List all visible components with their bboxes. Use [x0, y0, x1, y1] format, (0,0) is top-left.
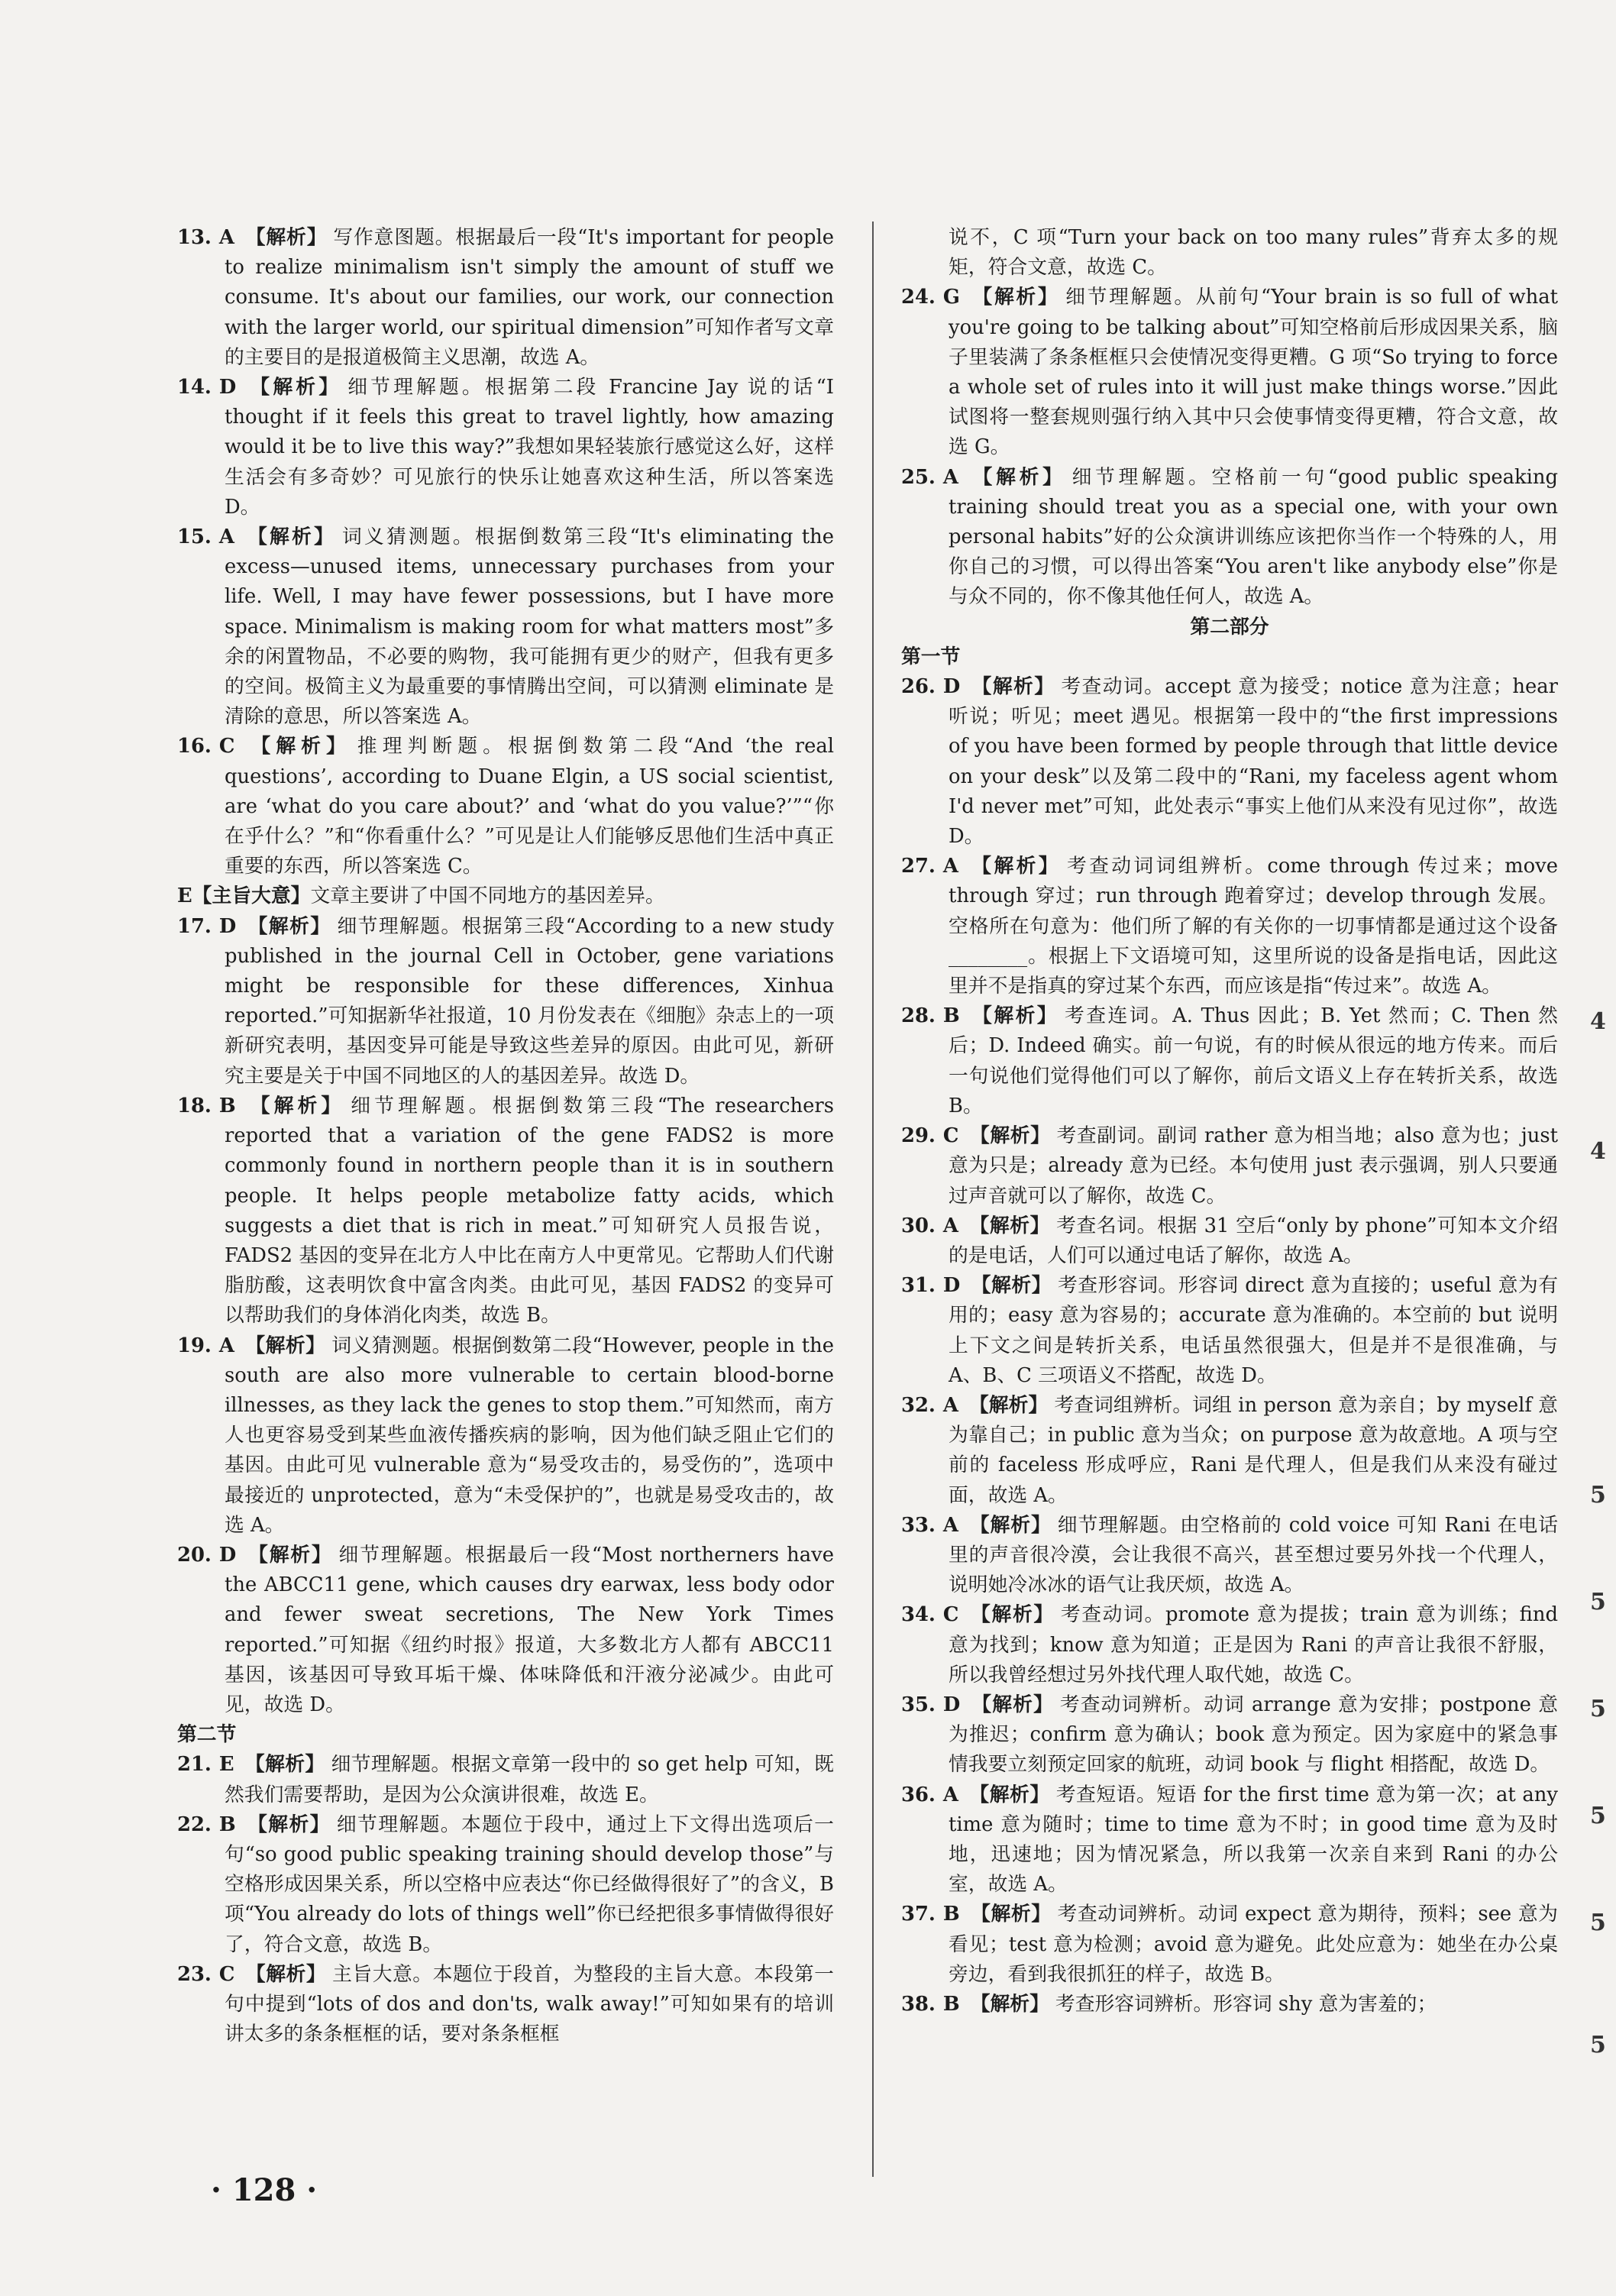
- question-number: 24.: [901, 286, 936, 309]
- question-number: 15.: [177, 525, 212, 549]
- analysis-text: 考查名词。根据 31 空后“only by phone”可知本文介绍的是电话，人们可以通过电话了解你，故选 A。: [949, 1214, 1558, 1267]
- analysis-text: 考查动词。accept 意为接受；notice 意为注意；hear 听说；听见；meet 遇见。根据第一段中的“the first impressions of you have been formed by people through that little device on your desk”以及第二段中的“Rani, my faceless agent whom I'd never met”可知，此处表示“事实上他们从来没有见过你”，故选 D。: [949, 675, 1558, 849]
- answer-letter: B: [942, 1992, 960, 2016]
- right-column: [901, 223, 1558, 2020]
- analysis-tag: 【解析】: [971, 1693, 1054, 1716]
- analysis-tag: 【解析】: [244, 525, 336, 549]
- question-number: 14.: [177, 376, 212, 399]
- analysis-text: 考查动词词组辨析。come through 传过来；move through 穿过；run through 跑着穿过；develop through 发展。空格所在句意为：他们所了解的有关你的一切事情都是通过这个设备________。根据上下文语境可知，这里所说的设备是指电话，因此这里并不是指真的穿过某个东西，而应该是指“传过来”。故选 A。: [949, 855, 1558, 998]
- answer-item: [901, 1001, 1558, 1121]
- answer-letter: C: [942, 1124, 959, 1148]
- edge-mark: 5: [1590, 1482, 1606, 1509]
- analysis-tag: 【解析】: [969, 1124, 1051, 1148]
- analysis-tag: 【解析】: [968, 855, 1061, 878]
- analysis-tag: 【解析】: [244, 1753, 325, 1777]
- analysis-tag: 【解析】: [247, 376, 342, 399]
- answer-item: [177, 1091, 834, 1331]
- answer-letter: A: [218, 1334, 234, 1357]
- answer-item: [177, 732, 834, 881]
- answer-letter: A: [942, 855, 958, 878]
- analysis-tag: 【解析】: [244, 1334, 326, 1357]
- analysis-tag: 【解析】: [244, 226, 328, 249]
- question-number: 32.: [901, 1393, 936, 1417]
- analysis-text: 细节理解题。根据倒数第三段“The researchers reported that a variation of the gene FADS2 is more commonly found in northern people than it is in southern people. It helps people metabolize fatty acids, which suggests a diet that is rich in meat.”可知研究人员报告说，FADS2 基因的变异在北方人中比在南方人中更常见。它帮助人们代谢脂肪酸，这表明饮食中富含肉类。由此可见，基因 FADS2 的变异可以帮助我们的身体消化肉类，故选 B。: [225, 1094, 834, 1327]
- edge-mark: 4: [1590, 1008, 1606, 1035]
- answer-item: [901, 1211, 1558, 1271]
- answer-letter: D: [942, 675, 961, 699]
- section-heading: 第二节: [177, 1723, 237, 1747]
- question-number: 38.: [901, 1992, 936, 2016]
- answer-item: [901, 852, 1558, 1001]
- question-number: 22.: [177, 1813, 212, 1836]
- analysis-tag: 【解析】: [968, 1214, 1051, 1237]
- answer-item: [901, 463, 1558, 613]
- analysis-tag: 【解析】: [968, 1393, 1049, 1417]
- question-number: 13.: [177, 226, 212, 249]
- analysis-text: 考查词组辨析。词组 in person 意为亲自；by myself 意为靠自己；in public 意为当众；on purpose 意为故意地。A 项与空前的 faceless 形成呼应，Rani 是代理人，但是我们从来没有碰过面，故选 A。: [949, 1393, 1558, 1507]
- answer-item: [901, 1511, 1558, 1601]
- analysis-text: 考查副词。副词 rather 意为相当地；also 意为也；just 意为只是；already 意为已经。本句使用 just 表示强调，别人只要通过声音就可以了解你，故选 C。: [949, 1124, 1558, 1208]
- answer-item: [177, 1750, 834, 1809]
- answer-item: [901, 1900, 1558, 1990]
- question-number: 29.: [901, 1124, 936, 1148]
- answer-item: [177, 522, 834, 732]
- analysis-text: 考查动词辨析。动词 expect 意为期待，预料；see 意为看见；test 意为检测；avoid 意为避免。此处应意为：她坐在办公桌旁边，看到我很抓狂的样子，故选 B。: [949, 1903, 1558, 1986]
- answer-letter: A: [218, 226, 234, 249]
- question-number: 17.: [177, 914, 212, 938]
- answer-letter: B: [942, 1903, 960, 1926]
- analysis-tag: 【解析】: [971, 1274, 1052, 1298]
- main-idea: [177, 881, 834, 911]
- answer-letter: A: [942, 1214, 958, 1237]
- answer-letter: A: [942, 1513, 958, 1537]
- edge-mark: 4: [1590, 1138, 1606, 1165]
- answer-letter: D: [218, 376, 237, 399]
- answer-letter: D: [942, 1274, 961, 1298]
- question-number: 27.: [901, 855, 936, 878]
- answer-letter: D: [218, 1543, 237, 1567]
- analysis-text: 细节理解题。根据最后一段“Most northerners have the ABCC11 gene, which causes dry earwax, less body odor and fewer sweat secretions, The New York Times reported.”可知据《纽约时报》报道，大多数北方人都有 ABCC11 基因，该基因可导致耳垢干燥、体味降低和汗液分泌减少。由此可见，故选 D。: [225, 1543, 834, 1716]
- answer-letter: C: [942, 1603, 959, 1627]
- analysis-tag: 【解析】: [970, 286, 1060, 309]
- answer-letter: A: [218, 525, 234, 549]
- analysis-text: 主旨大意。本题位于段首，为整段的主旨大意。本段第一句中提到“lots of dos and don'ts, walk away!”可知如果有的培训讲太多的条条框框的话，要对条条框框: [225, 1962, 834, 2046]
- main-idea-label: E【主旨大意】: [177, 884, 311, 908]
- analysis-tag: 【解析】: [246, 1094, 345, 1117]
- analysis-tag: 【解析】: [968, 1513, 1052, 1537]
- page-number: · 128 ·: [211, 2172, 318, 2208]
- analysis-tag: 【解析】: [245, 1962, 327, 1986]
- analysis-text: 词义猜测题。根据倒数第二段“However, people in the south are also more vulnerable to certain blood-borne illnesses, as they lack the genes to stop them.”可知然而，南方人也更容易受到某些血液传播疾病的影响，因为他们缺乏阻止它们的基因。由此可见 vulnerable 意为“易受攻击的，易受伤的”，选项中最接近的 unprotected，意为“未受保护的”，也就是易受攻击的，故选 A。: [225, 1334, 834, 1537]
- analysis-text: 细节理解题。根据第三段“According to a new study published in the journal Cell in October, gene variations might be responsible for these differences, Xinhua reported.”可知据新华社报道，10 月份发表在《细胞》杂志上的一项新研究表明，基因变异可能是导致这些差异的原因。由此可见，新研究主要是关于中国不同地区的人的基因差异。故选 D。: [225, 914, 834, 1088]
- answer-item: [901, 283, 1558, 462]
- answer-letter: C: [218, 1962, 235, 1986]
- question-number: 34.: [901, 1603, 936, 1627]
- analysis-tag: 【解析】: [968, 465, 1066, 489]
- answer-letter: D: [942, 1693, 961, 1716]
- analysis-text: 细节理解题。由空格前的 cold voice 可知 Rani 在电话里的声音很冷漠，会让我很不高兴，甚至想过要另外找一个代理人，说明她冷冰冰的语气让我厌烦，故选 A。: [949, 1513, 1558, 1597]
- question-number: 33.: [901, 1513, 936, 1537]
- analysis-tag: 【解析】: [970, 1903, 1052, 1926]
- analysis-text: 细节理解题。从前句“Your brain is so full of what you're going to be talking about”可知空格前后形成因果关系，脑子里装满了条条框框只会使情况变得更糟。G 项“So trying to force a whole set of rules into it will just make things worse.”因此试图将一整套规则强行纳入其中只会使事情变得更糟，符合文意，故选 G。: [949, 286, 1558, 459]
- analysis-text: 考查连词。A. Thus 因此；B. Yet 然而；C. Then 然后；D. Indeed 确实。前一句说，有的时候从很远的地方传来。而后一句说他们觉得他们可以了解你，前后文语义上存在转折关系，故选 B。: [949, 1004, 1558, 1117]
- answer-letter: B: [218, 1094, 236, 1117]
- question-number: 26.: [901, 675, 936, 699]
- question-number: 37.: [901, 1903, 936, 1926]
- edge-mark: 5: [1590, 1803, 1606, 1829]
- answer-item: [901, 1780, 1558, 1900]
- analysis-text: 细节理解题。根据文章第一段中的 so get help 可知，既然我们需要帮助，是因为公众演讲很难，故选 E。: [225, 1753, 834, 1806]
- analysis-tag: 【解析】: [968, 1783, 1050, 1806]
- answer-letter: A: [942, 1393, 958, 1417]
- analysis-text: 考查动词。promote 意为提拔；train 意为训练；find 意为找到；know 意为知道；正是因为 Rani 的声音让我很不舒服，所以我曾经想过另外找代理人取代她，故选 C。: [949, 1603, 1558, 1686]
- question-number: 25.: [901, 465, 936, 489]
- analysis-tag: 【解析】: [969, 1603, 1055, 1627]
- section-heading: 第一节: [901, 645, 961, 668]
- main-idea-text: 文章主要讲了中国不同地方的基因差异。: [310, 884, 665, 908]
- edge-mark: 5: [1590, 1589, 1606, 1615]
- analysis-text: 细节理解题。空格前一句“good public speaking training should treat you as a special one, with your own personal habits”好的公众演讲训练应该把你当作一个特殊的人，用你自己的习惯，可以得出答案“You aren't like anybody else”你是与众不同的，你不像其他任何人，故选 A。: [949, 465, 1558, 609]
- answer-letter: B: [218, 1813, 236, 1836]
- analysis-text: 考查短语。短语 for the first time 意为第一次；at any time 意为随时；time to time 意为不时；in good time 意为及时地，迅速地；因为情况紧急，所以我第一次亲自来到 Rani 的办公室，故选 A。: [949, 1783, 1558, 1897]
- question-number: 20.: [177, 1543, 212, 1567]
- answer-letter: E: [218, 1753, 234, 1777]
- analysis-tag: 【解析】: [970, 1992, 1049, 2016]
- analysis-text: 考查形容词辨析。形容词 shy 意为害羞的；: [1055, 1992, 1437, 2016]
- question-number: 36.: [901, 1783, 936, 1806]
- continued-text: 说不，C 项“Turn your back on too many rules”背弃太多的规矩，符合文意，故选 C。: [949, 226, 1558, 280]
- question-number: 30.: [901, 1214, 936, 1237]
- answer-item: [177, 1810, 834, 1960]
- edge-mark: 5: [1590, 2032, 1606, 2058]
- question-number: 23.: [177, 1962, 212, 1986]
- analysis-text: 词义猜测题。根据倒数第三段“It's eliminating the excess—unused items, unnecessary purchases from your life. Well, I may have fewer possessions, but I have more space. Minimalism is making room for what matters most”多余的闲置物品，不必要的购物，我可能拥有更少的财产，但我有更多的空间。极简主义为最重要的事情腾出空间，可以猜测 eliminate 是清除的意思，所以答案选 A。: [225, 525, 834, 729]
- question-number: 16.: [177, 735, 212, 758]
- left-column: [177, 223, 834, 2049]
- analysis-text: 写作意图题。根据最后一段“It's important for people to realize minimalism isn't simply the amount of stuff we consume. It's about our families, our work, our connection with the larger world, our spiritual dimension”可知作者写文章的主要目的是报道极简主义思潮，故选 A。: [225, 226, 834, 369]
- answer-letter: C: [218, 735, 235, 758]
- answer-item: [901, 1990, 1558, 2020]
- analysis-text: 考查动词辨析。动词 arrange 意为安排；postpone 意为推迟；confirm 意为确认；book 意为预定。因为家庭中的紧急事情我要立刻预定回家的航班，动词 book 与 flight 相搭配，故选 D。: [949, 1693, 1558, 1777]
- analysis-tag: 【解析】: [970, 1004, 1059, 1028]
- question-number: 19.: [177, 1334, 212, 1357]
- part-heading: 第二部分: [1190, 615, 1269, 639]
- edge-mark: 5: [1590, 1696, 1606, 1722]
- column-divider: [872, 222, 874, 2177]
- answer-item: [901, 672, 1558, 852]
- answer-item: [177, 1541, 834, 1720]
- analysis-text: 细节理解题。本题位于段中，通过上下文得出选项后一句“so good public speaking training should develop those”与空格形成因果关系，所以空格中应表达“你已经做得很好了”的含义，B 项“You already do lots of things well”你已经把很多事情做得很好了，符合文意，故选 B。: [225, 1813, 834, 1956]
- question-number: 21.: [177, 1753, 212, 1777]
- question-number: 31.: [901, 1274, 936, 1298]
- answer-letter: A: [942, 465, 958, 489]
- answer-item: [901, 1121, 1558, 1211]
- question-number: 18.: [177, 1094, 212, 1117]
- answer-letter: B: [942, 1004, 960, 1028]
- answer-item: [177, 1960, 834, 2050]
- answer-item: [177, 223, 834, 373]
- analysis-tag: 【解析】: [247, 1543, 333, 1567]
- answer-item: [901, 1600, 1558, 1690]
- answer-item: [177, 1331, 834, 1541]
- edge-mark: 5: [1590, 1910, 1606, 1936]
- analysis-text: 细节理解题。根据第二段 Francine Jay 说的话“I thought if it feels this great to travel lightly, how amazing would it be to live this way?”我想如果轻装旅行感觉这么好，这样生活会有多奇妙？可见旅行的快乐让她喜欢这种生活，所以答案选 D。: [225, 376, 834, 519]
- analysis-text: 考查形容词。形容词 direct 意为直接的；useful 意为有用的；easy 意为容易的；accurate 意为准确的。本空前的 but 说明上下文之间是转折关系，电话虽然很强大，但是并不是很准确，与 A、B、C 三项语义不搭配，故选 D。: [949, 1274, 1558, 1387]
- answer-item: [177, 373, 834, 522]
- analysis-tag: 【解析】: [246, 1813, 331, 1836]
- answer-item: [901, 1690, 1558, 1780]
- answer-letter: G: [942, 286, 960, 309]
- answer-item: [177, 912, 834, 1091]
- answer-item: [901, 1271, 1558, 1391]
- question-number: 35.: [901, 1693, 936, 1716]
- analysis-tag: 【解析】: [245, 735, 351, 758]
- analysis-tag: 【解析】: [247, 914, 331, 938]
- analysis-tag: 【解析】: [971, 675, 1055, 699]
- answer-letter: A: [942, 1783, 958, 1806]
- question-number: 28.: [901, 1004, 936, 1028]
- answer-letter: D: [218, 914, 237, 938]
- answer-item: [901, 1391, 1558, 1511]
- analysis-text: 推理判断题。根据倒数第二段“And ‘the real questions’, according to Duane Elgin, a US social scientist, are ‘what do you care about?’ and ‘what do you value?’”“你在乎什么？”和“你看重什么？”可见是让人们能够反思他们生活中真正重要的东西，所以答案选 C。: [225, 735, 834, 878]
